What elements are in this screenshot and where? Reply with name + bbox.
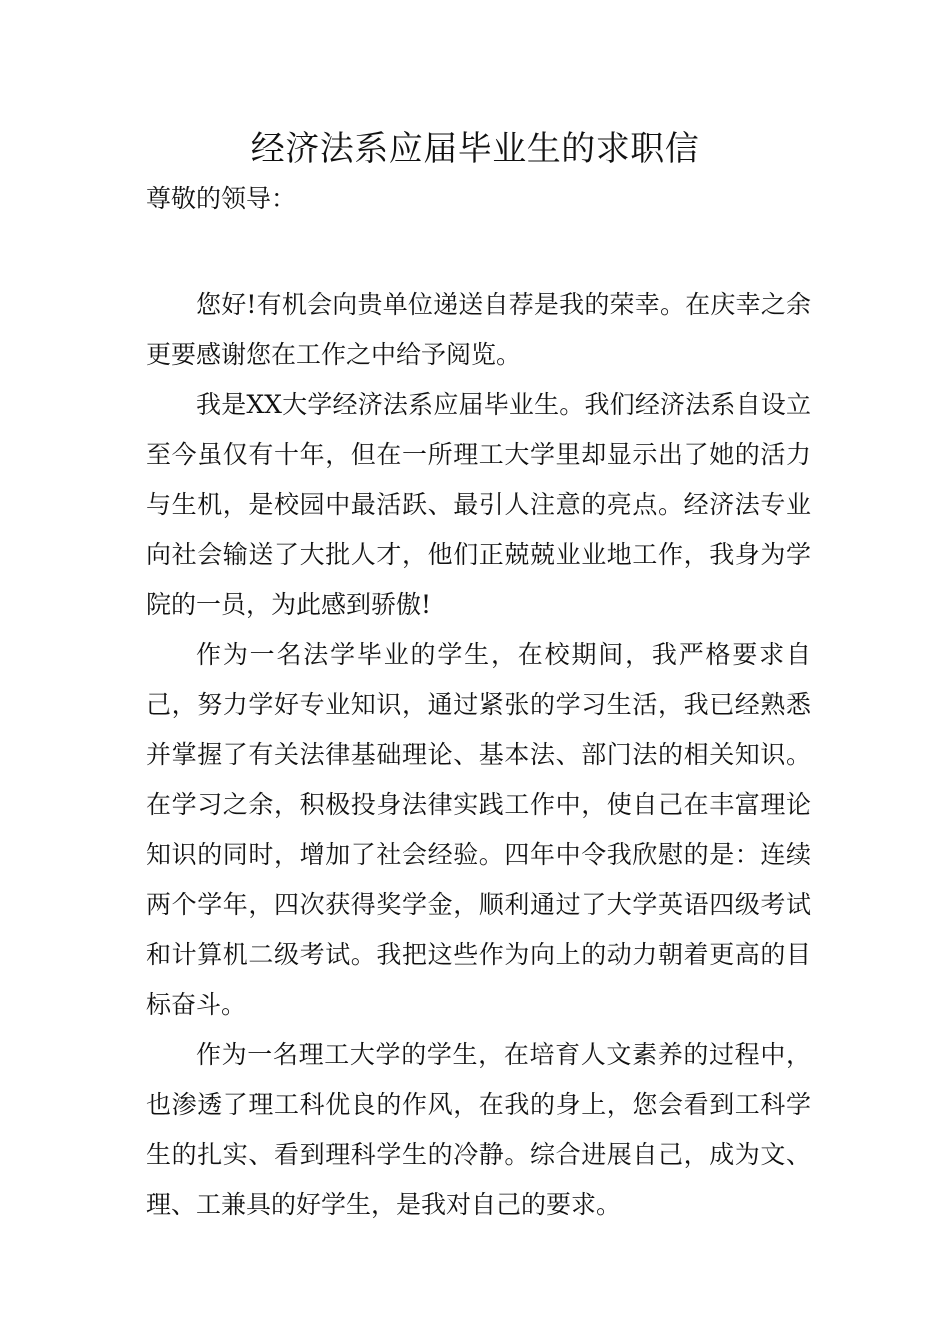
paragraph: 作为一名理工大学的学生，在培育人文素养的过程中，也渗透了理工科优良的作风，在我的身上，您会看到工科学生的扎实、看到理科学生的冷静。综合进展自己，成为文、理、工兼具的好学生，是我对自己的要求。 [146,1040,811,1219]
paragraph: 您好!有机会向贵单位递送自荐是我的荣幸。在庆幸之余更要感谢您在工作之中给予阅览。 [146,290,811,369]
paragraph: 作为一名法学毕业的学生，在校期间，我严格要求自己，努力学好专业知识，通过紧张的学习生活，我已经熟悉并掌握了有关法律基础理论、基本法、部门法的相关知识。在学习之余，积极投身法律实践工作中，使自己在丰富理论知识的同时，增加了社会经验。四年中令我欣慰的是：连续两个学年，四次获得奖学金，顺利通过了大学英语四级考试和计算机二级考试。我把这些作为向上的动力朝着更高的目标奋斗。 [146,640,811,1019]
letter-body [146,280,811,1230]
salutation: 尊敬的领导： [146,184,297,213]
document-title: 经济法系应届毕业生的求职信 [250,129,700,169]
paragraph: 我是XX大学经济法系应届毕业生。我们经济法系自设立至今虽仅有十年，但在一所理工大学里却显示出了她的活力与生机，是校园中最活跃、最引人注意的亮点。经济法专业向社会输送了大批人才，他们正兢兢业业地工作，我身为学院的一员，为此感到骄傲! [146,390,811,619]
